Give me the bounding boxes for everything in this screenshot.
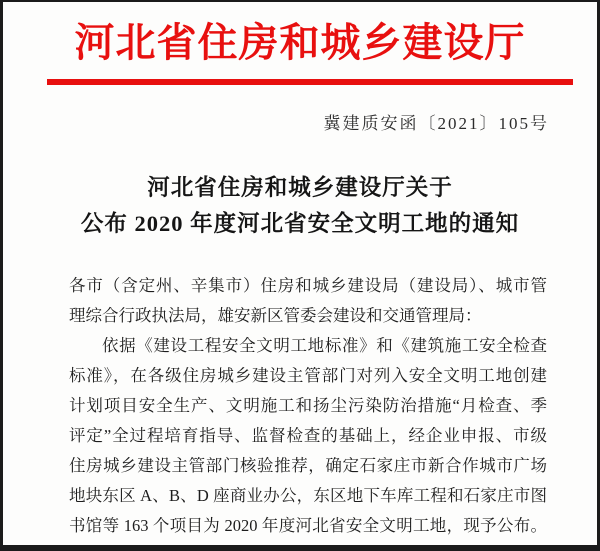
document-number: 冀建质安函〔2021〕105号 <box>323 114 549 133</box>
body-line: 地块东区 A、B、D 座商业办公，东区地下车库工程和石家庄市图 <box>69 486 547 505</box>
body-line: 理综合行政执法局，雄安新区管委会建设和交通管理局： <box>69 306 482 325</box>
body-line: 依据《建设工程安全文明工地标准》和《建筑施工安全检查 <box>102 336 547 355</box>
document-body <box>69 271 547 541</box>
body-line: 标准》，在各级住房城乡建设主管部门对列入安全文明工地创建 <box>69 366 547 385</box>
document-title-line2: 公布 2020 年度河北省安全文明工地的通知 <box>80 211 520 236</box>
document-title-line1: 河北省住房和城乡建设厅关于 <box>147 175 453 200</box>
body-line: 评定”全过程培育指导、监督检查的基础上，经企业申报、市级 <box>69 426 547 445</box>
body-line: 住房城乡建设主管部门核验推荐，确定石家庄市新合作城市广场 <box>69 456 547 475</box>
body-line: 计划项目安全生产、文明施工和扬尘污染防治措施“月检查、季 <box>69 396 547 415</box>
letterhead-divider-line <box>47 79 573 85</box>
letterhead-org-name: 河北省住房和城乡建设厅 <box>74 20 526 65</box>
body-line: 各市（含定州、辛集市）住房和城乡建设局（建设局）、城市管 <box>69 276 547 295</box>
document-title <box>3 170 597 242</box>
body-line: 书馆等 163 个项目为 2020 年度河北省安全文明工地，现予公布。 <box>69 516 547 535</box>
